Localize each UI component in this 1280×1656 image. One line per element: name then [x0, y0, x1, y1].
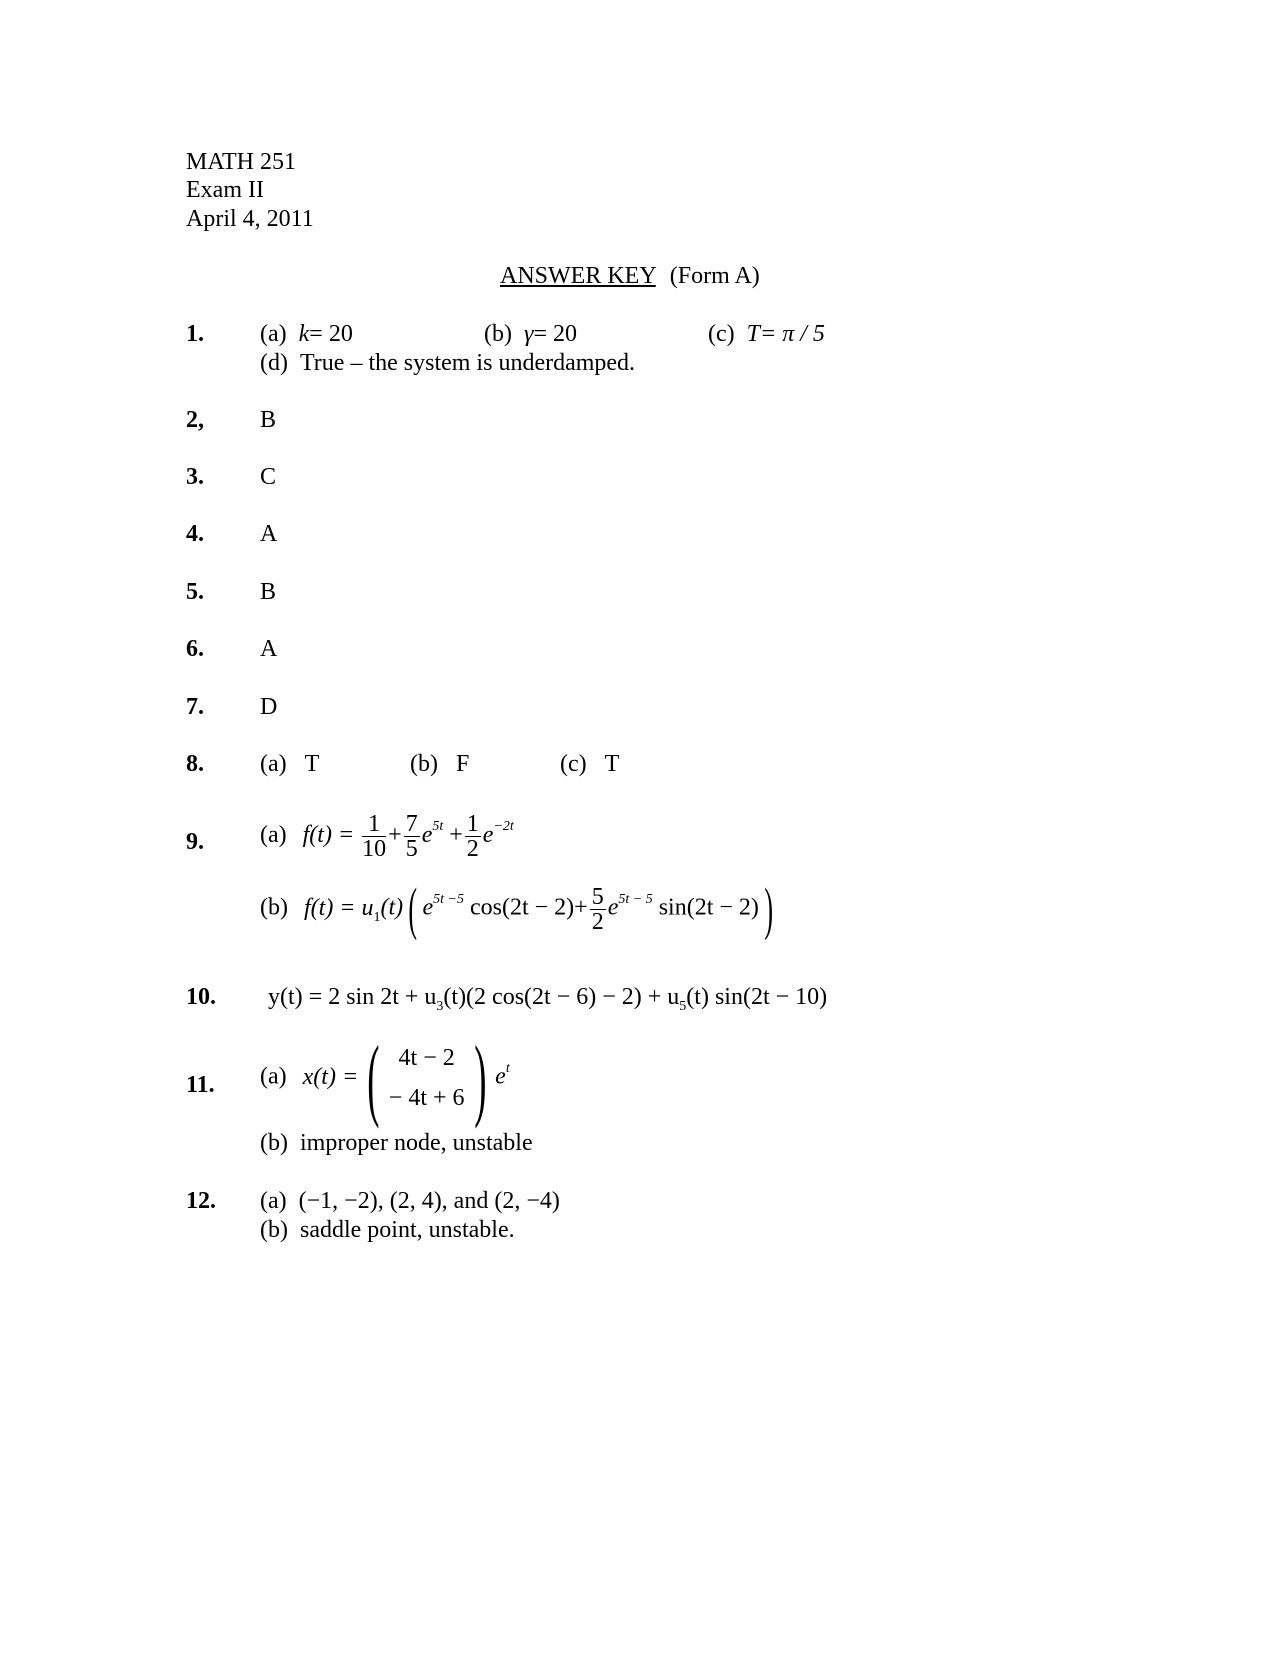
- q12-part-b: [260, 1218, 515, 1242]
- q1-a-value: = 20: [309, 321, 353, 347]
- q1-b-var: γ: [523, 321, 534, 347]
- left-paren: (: [408, 876, 418, 941]
- part-label: (a): [260, 1063, 287, 1090]
- q12-a-text: (−1, −2), (2, 4), and (2, −4): [298, 1188, 560, 1214]
- subscript: 1: [373, 909, 381, 925]
- cos-term: cos(2t − 2): [469, 894, 575, 921]
- answer-choice: B: [260, 579, 277, 605]
- exponential: e: [495, 1063, 506, 1090]
- subscript: 3: [436, 999, 444, 1014]
- left-paren: (: [367, 1027, 380, 1129]
- q11-part-b: [260, 1131, 533, 1155]
- q1-part-a: [260, 322, 353, 346]
- q12-part-a: [260, 1189, 560, 1213]
- question-number: 4.: [186, 521, 204, 547]
- fraction: [362, 812, 386, 861]
- fraction: [404, 812, 420, 861]
- q8-part-a: [260, 752, 319, 776]
- operator: +: [388, 822, 402, 849]
- numerator: 5: [591, 883, 604, 910]
- equation-part: (t) sin(2t − 10): [686, 984, 828, 1010]
- q1-b-value: = 20: [533, 321, 577, 347]
- q10-answer: [268, 984, 828, 1014]
- q9-part-a: [260, 812, 514, 861]
- part-label: (a): [260, 822, 287, 849]
- q1-c-var: T: [746, 321, 760, 347]
- fraction: [590, 885, 606, 934]
- q1-part-d: [260, 351, 635, 375]
- part-label: (b): [410, 751, 438, 777]
- q8-part-b: [410, 752, 469, 776]
- part-label: (a): [260, 1188, 287, 1214]
- part-label: (b): [484, 321, 512, 347]
- question-number: 10.: [186, 984, 216, 1010]
- q1-part-b: [484, 322, 577, 346]
- argument: (t): [380, 894, 404, 921]
- part-label: (a): [260, 751, 287, 777]
- exponential: e: [421, 822, 433, 849]
- q8-a-answer: T: [304, 751, 320, 777]
- exponent: t: [505, 1060, 510, 1076]
- question-number: 8.: [186, 751, 204, 777]
- right-paren: ): [473, 1027, 486, 1129]
- page-title: [500, 264, 760, 288]
- exam-name: Exam II: [186, 177, 264, 203]
- form-label: (Form A): [669, 263, 760, 289]
- question-number: 5.: [186, 579, 204, 605]
- exponent: 5t − 5: [618, 891, 653, 907]
- fraction: [465, 812, 481, 861]
- course-name: MATH 251: [186, 149, 297, 175]
- question-number: 1.: [186, 321, 204, 347]
- q12-b-text: saddle point, unstable.: [299, 1217, 515, 1243]
- answer-choice: B: [260, 407, 277, 433]
- question-number: 6.: [186, 636, 204, 662]
- question-number: 11.: [186, 1072, 215, 1098]
- part-label: (b): [260, 894, 288, 921]
- exponential: e: [422, 894, 434, 921]
- vector-row: 4t − 2: [398, 1045, 455, 1071]
- right-paren: ): [764, 876, 773, 941]
- q8-c-answer: T: [604, 751, 620, 777]
- sin-term: sin(2t − 2): [658, 894, 759, 921]
- denominator: 5: [405, 836, 418, 862]
- answer-choice: A: [260, 636, 278, 662]
- q8-b-answer: F: [455, 751, 470, 777]
- part-label: (c): [708, 321, 735, 347]
- q9-part-b: [260, 876, 778, 941]
- q9-a-lhs: f(t) =: [302, 822, 355, 849]
- question-number: 2,: [186, 407, 204, 433]
- exponent: −2t: [493, 819, 514, 835]
- denominator: 2: [591, 908, 604, 935]
- numerator: 7: [405, 811, 418, 837]
- q11-b-text: improper node, unstable: [299, 1130, 533, 1156]
- exam-date: April 4, 2011: [186, 206, 314, 232]
- part-label: (b): [260, 1130, 288, 1156]
- denominator: 10: [362, 836, 387, 862]
- part-label: (b): [260, 1217, 288, 1243]
- part-label: (a): [260, 321, 287, 347]
- answer-choice: C: [260, 464, 277, 490]
- exponential: e: [482, 822, 494, 849]
- q9-b-lhs: f(t) = u: [303, 894, 374, 921]
- q11-a-lhs: x(t) =: [302, 1063, 359, 1090]
- question-number: 7.: [186, 694, 204, 720]
- part-label: (d): [260, 350, 288, 376]
- question-number: 3.: [186, 464, 204, 490]
- question-number: 12.: [186, 1188, 216, 1214]
- q8-part-c: [560, 752, 619, 776]
- q1-c-value: = π / 5: [760, 321, 825, 347]
- numerator: 1: [466, 811, 479, 837]
- denominator: 2: [466, 836, 479, 862]
- q11-part-a: [260, 1027, 510, 1129]
- q1-a-var: k: [298, 321, 310, 347]
- part-label: (c): [560, 751, 587, 777]
- equation-part: y(t) = 2 sin 2t + u: [268, 984, 437, 1010]
- answer-choice: A: [260, 521, 278, 547]
- exponent: 5t: [432, 819, 444, 835]
- answer-key-title: ANSWER KEY: [500, 263, 656, 289]
- equation-part: (t)(2 cos(2t − 6) − 2) + u: [443, 984, 680, 1010]
- q1-d-text: True – the system is underdamped.: [299, 350, 636, 376]
- exponential: e: [607, 894, 619, 921]
- operator: +: [449, 822, 463, 849]
- numerator: 1: [362, 812, 386, 837]
- question-number: 9.: [186, 829, 204, 855]
- vector-row: − 4t + 6: [388, 1085, 465, 1111]
- operator: +: [574, 894, 588, 921]
- subscript: 5: [679, 999, 687, 1014]
- answer-choice: D: [260, 694, 278, 720]
- vector: [389, 1038, 465, 1118]
- q1-part-c: [708, 322, 825, 346]
- exponent: 5t −5: [433, 891, 464, 907]
